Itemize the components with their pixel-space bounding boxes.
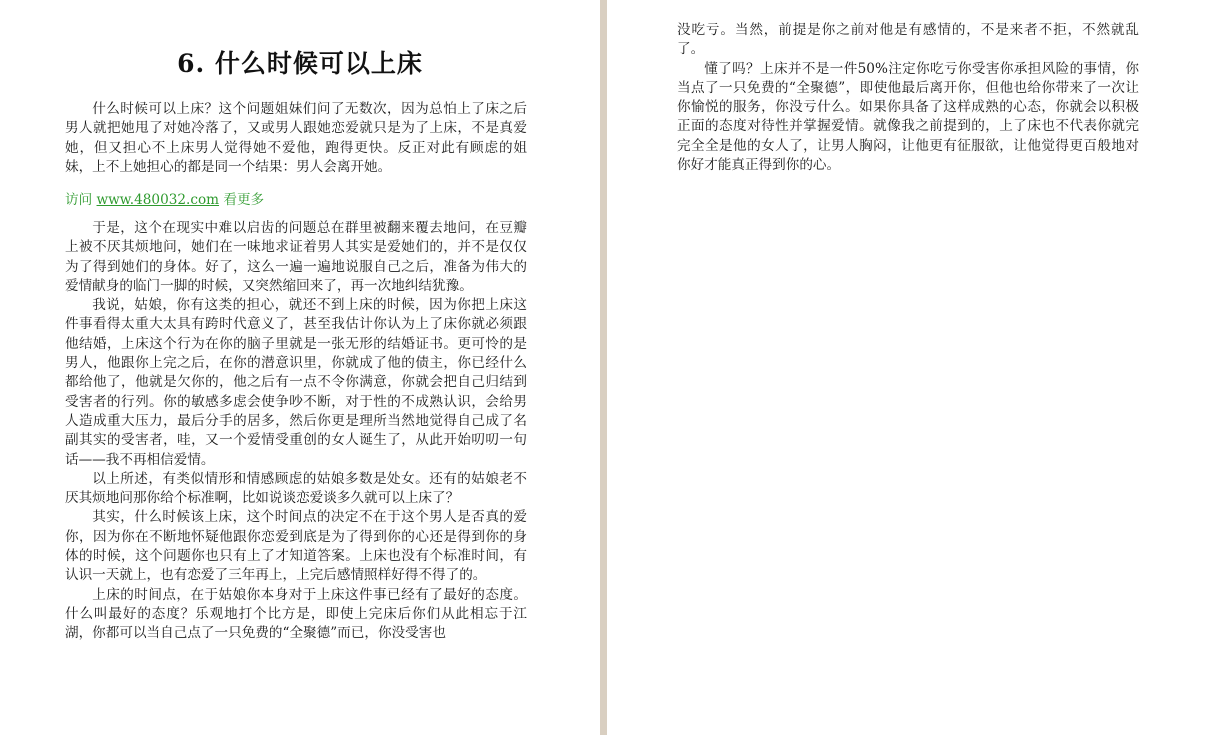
paragraph: 上床的时间点，在于姑娘你本身对于上床这件事已经有了最好的态度。什么叫最好的态度？乐观地打个比方是，即使上完床后你们从此相忘于江湖，你都可以当自己点了一只免费的“全聚德”而已，你没受害也 xyxy=(65,586,527,642)
chapter-title-text: 什么时候可以上床 xyxy=(214,49,423,78)
promo-prefix: 访问 xyxy=(65,192,93,208)
right-page xyxy=(607,0,1210,735)
paragraph: 以上所述，有类似情形和情感顾虑的姑娘多数是处女。还有的姑娘老不厌其烦地问那你给个标准啊，比如说谈恋爱谈多久就可以上床了？ xyxy=(65,470,527,507)
paragraph: 于是，这个在现实中难以启齿的问题总在群里被翻来覆去地问，在豆瓣上被不厌其烦地问，她们在一味地求证着男人其实是爱她们的，并不是仅仅为了得到她们的身体。好了，这么一遍一遍地说服自己之后，准备为伟大的爱情献身的临门一脚的时候，又突然缩回来了，再一次地纠结犹豫。 xyxy=(65,220,527,294)
paragraph: 懂了吗？上床并不是一件50%注定你吃亏你受害你承担风险的事情，你当点了一只免费的“全聚德”，即使他最后离开你，但他也给你带来了一次让你愉悦的服务，你没亏什么。如果你具备了这样成熟的心态，你就会以积极正面的态度对待性并掌握爱情。就像我之前提到的，上了床也不代表你就完完全全是他的女人了，让男人胸闷，让他更有征服欲，让他觉得更百般地对你好才能真正得到你的心。 xyxy=(677,60,1139,174)
page-gutter xyxy=(600,0,607,735)
promo-suffix: 看更多 xyxy=(223,192,265,208)
paragraph-continued: 没吃亏。当然，前提是你之前对他是有感情的，不是来者不拒，不然就乱了。 xyxy=(677,22,1139,58)
paragraph: 我说，姑娘，你有这类的担心，就还不到上床的时候，因为你把上床这件事看得太重大太具有跨时代意义了，甚至我估计你认为上了床你就必须跟他结婚，上床这个行为在你的脑子里就是一张无形的结婚证书。更可怜的是男人，他跟你上完之后，在你的潜意识里，你就成了他的债主，你已经什么都给他了，他就是欠你的，他之后有一点不令你满意，你就会把自己归结到受害者的行列。你的敏感多虑会使争吵不断，对于性的不成熟认识，会给男人造成重大压力，最后分手的居多，然后你更是理所当然地觉得自己成了名副其实的受害者，哇，又一个爱情受重创的女人诞生了，从此开始叨叨一句话——我不再相信爱情。 xyxy=(65,297,527,468)
chapter-title xyxy=(0,44,600,80)
promo-line xyxy=(65,188,264,208)
paragraph: 其实，什么时候该上床，这个时间点的决定不在于这个男人是否真的爱你，因为你在不断地怀疑他跟你恋爱到底是为了得到你的心还是得到你的身体的时候，这个问题你也只有上了才知道答案。上床也没有个标准时间，有认识一天就上，也有恋爱了三年再上，上完后感情照样好得不得了的。 xyxy=(65,509,527,584)
intro-text xyxy=(65,100,527,177)
intro-paragraph: 什么时候可以上床？这个问题姐妹们问了无数次，因为总怕上了床之后男人就把她甩了对她冷落了，又或男人跟她恋爱就只是为了上床，不是真爱她，但又担心不上床男人觉得她不爱他，跑得更快。反正对此有顾虑的姐妹，上不上她担心的都是同一个结果：男人会离开她。 xyxy=(65,101,527,175)
chapter-number: 6. xyxy=(177,49,206,78)
left-body-text xyxy=(65,219,527,644)
right-body-text xyxy=(677,21,1139,175)
promo-link[interactable]: www.480032.com xyxy=(96,192,220,208)
left-page xyxy=(0,0,600,735)
